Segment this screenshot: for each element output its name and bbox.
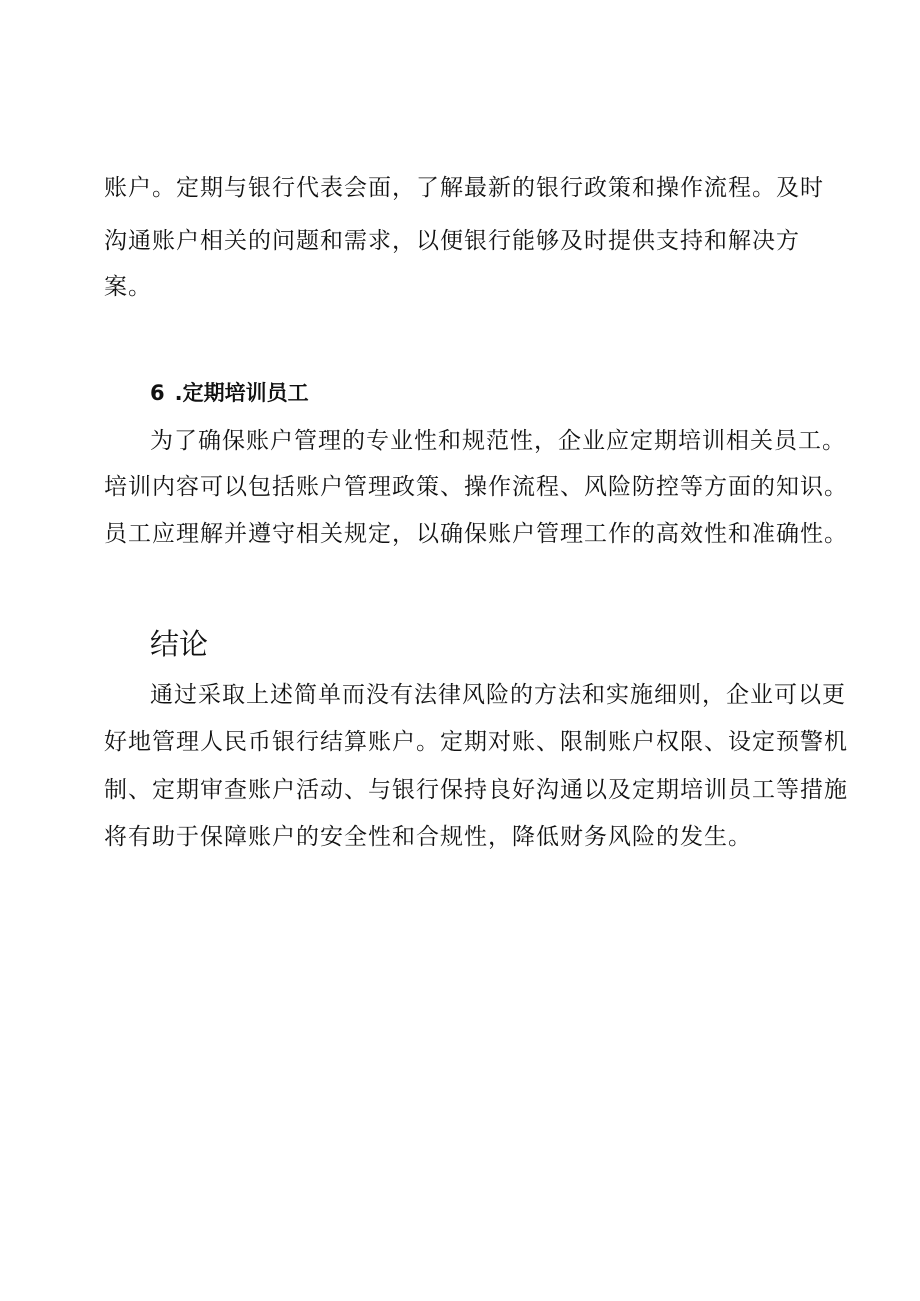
conclusion-line-3: 制、定期审查账户活动、与银行保持良好沟通以及定期培训员工等措施 bbox=[104, 777, 848, 803]
section-6-title: .定期培训员工 bbox=[174, 381, 309, 405]
intro-line-3: 案。 bbox=[104, 274, 152, 300]
conclusion-line-4: 将有助于保障账户的安全性和合规性，降低财务风险的发生。 bbox=[104, 824, 752, 850]
section-6-heading bbox=[150, 378, 309, 408]
section-6-line-2: 培训内容可以包括账户管理政策、操作流程、风险防控等方面的知识。 bbox=[104, 474, 848, 500]
conclusion-line-2: 好地管理人民币银行结算账户。定期对账、限制账户权限、设定预警机 bbox=[104, 729, 848, 755]
intro-line-2: 沟通账户相关的问题和需求，以便银行能够及时提供支持和解决方 bbox=[104, 228, 800, 254]
intro-line-1: 账户。定期与银行代表会面，了解最新的银行政策和操作流程。及时 bbox=[104, 175, 824, 201]
section-6-line-3: 员工应理解并遵守相关规定，以确保账户管理工作的高效性和准确性。 bbox=[104, 521, 848, 547]
conclusion-heading: 结论 bbox=[150, 627, 209, 661]
conclusion-line-1: 通过采取上述简单而没有法律风险的方法和实施细则，企业可以更 bbox=[150, 682, 846, 708]
section-6-number: 6 bbox=[150, 381, 165, 405]
section-6-line-1: 为了确保账户管理的专业性和规范性，企业应定期培训相关员工。 bbox=[150, 428, 846, 454]
